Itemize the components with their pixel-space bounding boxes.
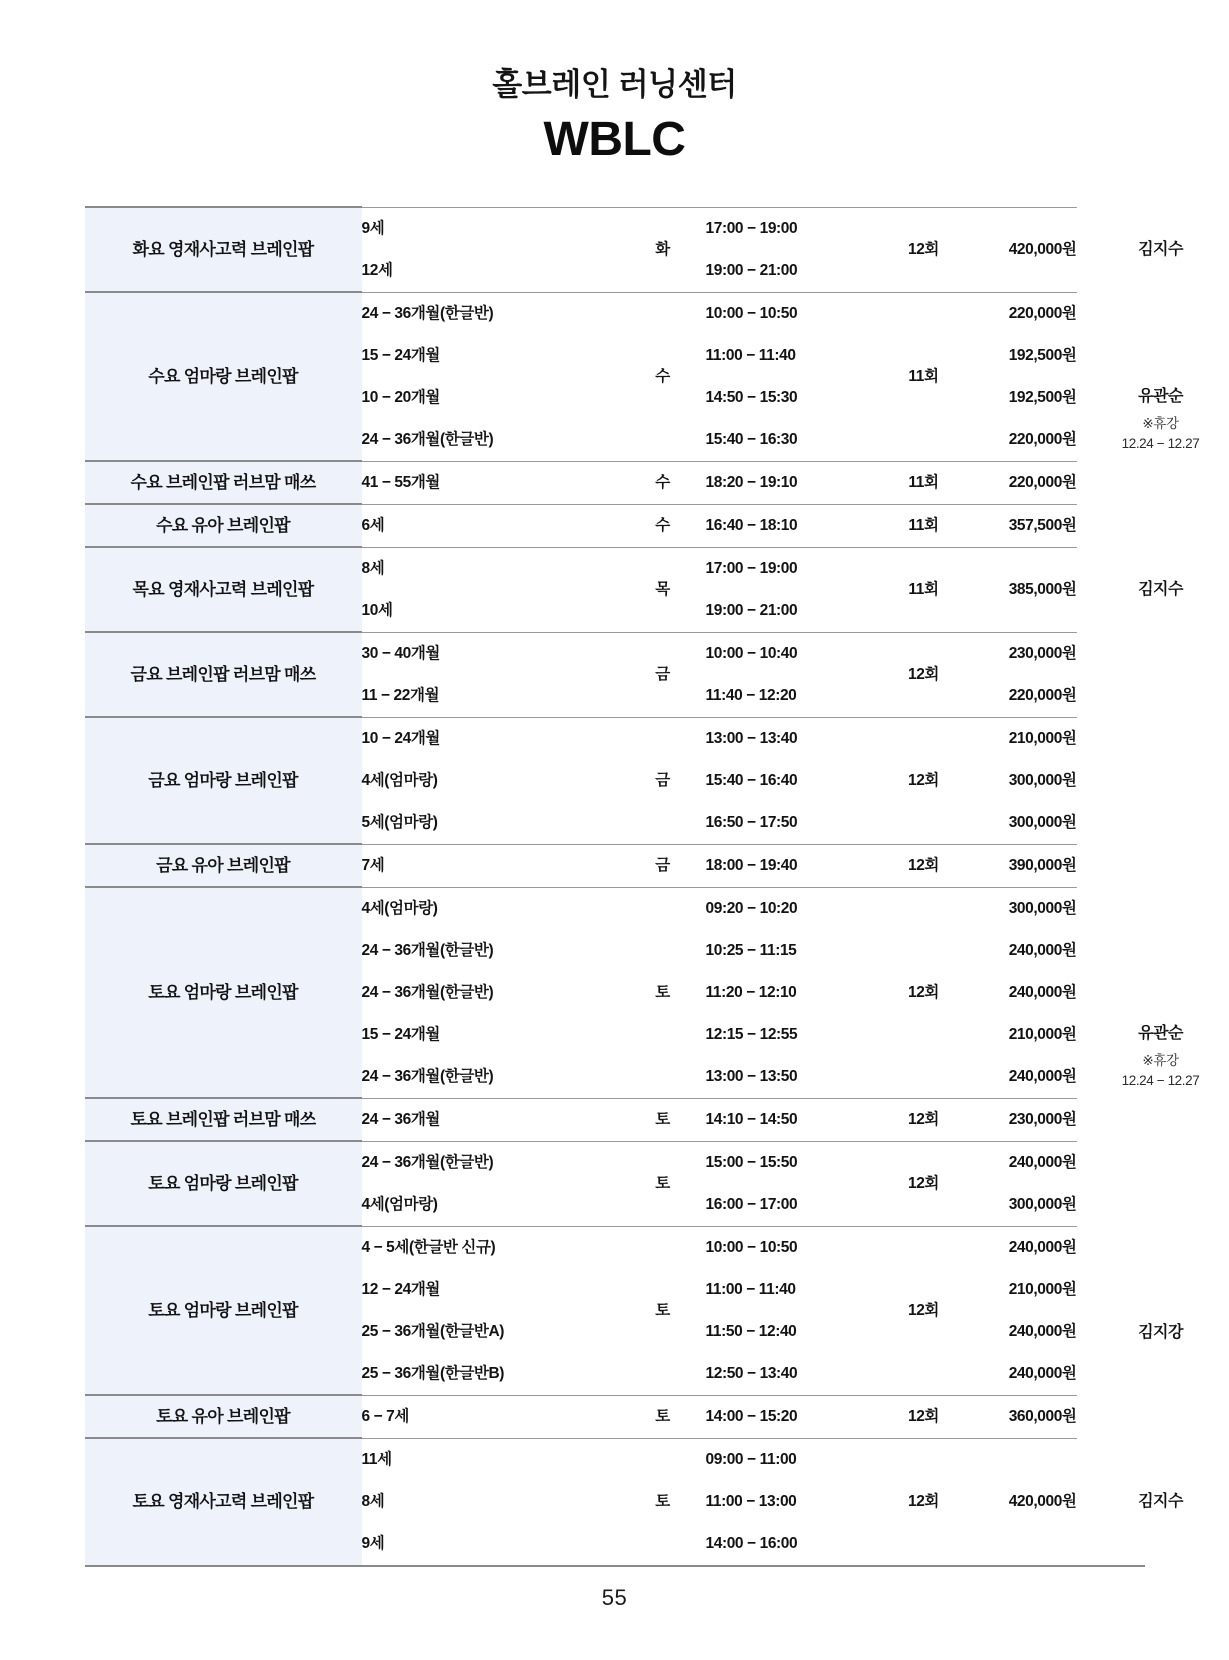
price-cell [967,1395,1077,1438]
age-group-cell-line: 12 − 24개월 [361,1280,440,1298]
age-group-cell [362,1098,620,1141]
price-cell-line: 220,000원 [1008,304,1077,322]
table-row [85,292,1229,461]
time-cell [706,844,881,887]
price-cell-line: 220,000원 [1008,430,1077,448]
time-cell-line: 18:00 − 19:40 [705,856,798,874]
price-cell-line: 240,000원 [1008,1364,1077,1382]
price-cell-line: 360,000원 [1008,1407,1077,1425]
price-cell-line: 210,000원 [1008,729,1077,747]
session-count-cell: 12회 [881,1438,967,1565]
session-count-cell: 11회 [881,461,967,504]
teacher-cell [1077,1226,1229,1438]
day-cell: 수 [620,292,706,461]
time-cell-line: 11:00 − 13:00 [705,1492,797,1510]
schedule-table-body [85,207,1229,1565]
day-cell: 목 [620,547,706,632]
teacher-cell [1077,632,1229,887]
price-cell [967,207,1077,292]
teacher-cell [1077,1438,1229,1565]
age-group-cell-line: 41 − 55개월 [361,473,440,491]
teacher-name: 김지수 [1138,1493,1183,1510]
teacher-name: 유관순 [1138,1025,1183,1042]
time-cell [706,547,881,632]
table-row [85,717,1229,844]
age-group-cell-line: 6 − 7세 [361,1407,409,1425]
price-cell-line: 210,000원 [1008,1025,1077,1043]
price-cell [967,504,1077,547]
age-group-cell-line: 12세 [361,261,393,279]
cancellation-dates: 12.24 − 12.27 [1121,436,1200,452]
table-row [85,844,1229,887]
time-cell-line: 14:00 − 15:20 [705,1407,798,1425]
day-cell: 금 [620,717,706,844]
time-cell-line: 11:00 − 11:40 [705,346,796,364]
teacher-name: 김지강 [1138,1323,1183,1341]
age-group-cell [362,844,620,887]
teacher-with-note [1077,1022,1229,1092]
age-group-cell-line: 25 − 36개월(한글반A) [361,1322,505,1340]
age-group-cell [362,887,620,1098]
price-cell-line: 240,000원 [1008,983,1077,1001]
price-cell-line: 240,000원 [1008,941,1077,959]
time-cell-line: 11:50 − 12:40 [705,1322,797,1340]
page-number: 55 [601,1585,628,1610]
day-cell: 화 [620,207,706,292]
price-cell [967,1438,1077,1565]
table-row [85,1438,1229,1565]
teacher-name: 김지수 [1138,241,1183,259]
age-group-cell-line: 10세 [361,601,393,619]
price-cell [967,717,1077,844]
teacher-cell [1077,887,1229,1226]
age-group-cell-line: 24 − 36개월(한글반) [361,941,494,959]
price-cell-line: 220,000원 [1008,686,1077,704]
class-name-cell: 토요 엄마랑 브레인팝 [85,1226,362,1395]
brand-name-english: WBLC [543,112,686,166]
price-cell-line: 357,500원 [1008,516,1077,534]
age-group-cell-line: 6세 [361,516,385,534]
session-count-cell: 12회 [881,844,967,887]
age-group-cell-line: 24 − 36개월(한글반) [361,430,494,448]
time-cell [706,207,881,292]
class-name-cell: 목요 영재사고력 브레인팝 [85,547,362,632]
time-cell-line: 14:10 − 14:50 [705,1110,798,1128]
time-cell-line: 17:00 − 19:00 [705,559,798,577]
day-cell: 토 [620,1141,706,1226]
table-row [85,1098,1229,1141]
time-cell-line: 10:00 − 10:50 [705,304,798,322]
time-cell-line: 12:50 − 13:40 [705,1364,798,1382]
time-cell-line: 15:40 − 16:30 [705,430,798,448]
time-cell [706,1395,881,1438]
time-cell [706,717,881,844]
age-group-cell [362,547,620,632]
teacher-cell [1077,207,1229,292]
day-cell: 토 [620,1438,706,1565]
age-group-cell [362,207,620,292]
age-group-cell-line: 4세(엄마랑) [361,1195,438,1213]
price-cell-line: 300,000원 [1008,771,1077,789]
table-row [85,1141,1229,1226]
time-cell-line: 15:40 − 16:40 [705,771,798,789]
price-cell-line: 300,000원 [1008,899,1077,917]
age-group-cell-line: 24 − 36개월 [361,1110,440,1128]
class-name-cell: 토요 엄마랑 브레인팝 [85,887,362,1098]
price-cell [967,1141,1077,1226]
time-cell-line: 13:00 − 13:50 [705,1067,798,1085]
time-cell-line: 09:20 − 10:20 [705,899,798,917]
class-cancellation-note [1122,1051,1200,1092]
class-cancellation-note [1122,414,1200,455]
time-cell-line: 17:00 − 19:00 [705,219,798,237]
class-name-cell: 금요 유아 브레인팝 [85,844,362,887]
age-group-cell [362,504,620,547]
price-cell-line: 240,000원 [1008,1322,1077,1340]
price-cell-line: 385,000원 [1008,580,1077,598]
age-group-cell-line: 24 − 36개월(한글반) [361,1153,494,1171]
age-group-cell-line: 10 − 24개월 [361,729,440,747]
teacher-name: 김지수 [1138,581,1183,599]
table-row [85,547,1229,632]
time-cell-line: 10:00 − 10:50 [705,1238,798,1256]
time-cell-line: 15:00 − 15:50 [705,1153,798,1171]
session-count-cell: 12회 [881,632,967,717]
price-cell [967,547,1077,632]
class-name-cell: 토요 엄마랑 브레인팝 [85,1141,362,1226]
class-name-cell: 금요 엄마랑 브레인팝 [85,717,362,844]
age-group-cell-line: 8세 [361,1492,385,1510]
age-group-cell [362,717,620,844]
class-name-cell: 토요 브레인팝 러브맘 매쓰 [85,1098,362,1141]
time-cell [706,1098,881,1141]
session-count-cell: 12회 [881,1098,967,1141]
table-row [85,1226,1229,1395]
price-cell-line: 230,000원 [1008,1110,1077,1128]
price-cell-line: 390,000원 [1008,856,1077,874]
time-cell-line: 11:40 − 12:20 [705,686,797,704]
price-cell-line: 210,000원 [1008,1280,1077,1298]
day-cell: 금 [620,844,706,887]
age-group-cell-line: 4 − 5세(한글반 신규) [361,1238,496,1256]
time-cell [706,887,881,1098]
age-group-cell-line: 4세(엄마랑) [361,899,438,917]
time-cell [706,1226,881,1395]
time-cell-line: 19:00 − 21:00 [705,261,798,279]
price-cell-line: 300,000원 [1008,813,1077,831]
teacher-name: 유관순 [1138,388,1183,405]
day-cell: 토 [620,1226,706,1395]
age-group-cell [362,1438,620,1565]
day-cell: 토 [620,1098,706,1141]
session-count-cell: 12회 [881,1226,967,1395]
time-cell-line: 11:20 − 12:10 [705,983,797,1001]
price-cell [967,292,1077,461]
day-cell: 수 [620,461,706,504]
table-bottom-rule [85,1565,1145,1567]
price-cell-line: 420,000원 [1008,240,1077,258]
time-cell-line: 18:20 − 19:10 [705,473,798,491]
class-name-cell: 수요 엄마랑 브레인팝 [85,292,362,461]
age-group-cell-line: 15 − 24개월 [361,346,440,364]
class-name-cell: 토요 영재사고력 브레인팝 [85,1438,362,1565]
table-row [85,461,1229,504]
table-row [85,887,1229,1098]
session-count-cell: 11회 [881,547,967,632]
time-cell-line: 16:40 − 18:10 [705,516,798,534]
price-cell-line: 240,000원 [1008,1067,1077,1085]
age-group-cell-line: 7세 [361,856,385,874]
time-cell-line: 16:00 − 17:00 [705,1195,798,1213]
age-group-cell-line: 24 − 36개월(한글반) [361,983,494,1001]
age-group-cell-line: 25 − 36개월(한글반B) [361,1364,505,1382]
age-group-cell-line: 24 − 36개월(한글반) [361,304,494,322]
price-cell-line: 420,000원 [1008,1492,1077,1510]
age-group-cell [362,292,620,461]
age-group-cell-line: 8세 [361,559,385,577]
time-cell [706,292,881,461]
age-group-cell [362,632,620,717]
price-cell [967,844,1077,887]
table-row [85,1395,1229,1438]
teacher-cell [1077,292,1229,547]
cancellation-label: ※휴강 [1142,1053,1179,1069]
day-cell: 수 [620,504,706,547]
time-cell-line: 16:50 − 17:50 [705,813,798,831]
time-cell-line: 14:50 − 15:30 [705,388,798,406]
age-group-cell [362,1395,620,1438]
page-header [0,0,1229,168]
age-group-cell [362,461,620,504]
price-cell-line: 230,000원 [1008,644,1077,662]
class-schedule-table [85,206,1229,1565]
table-row [85,207,1229,292]
brand-name-korean: 홀브레인 러닝센터 [492,67,737,102]
age-group-cell-line: 4세(엄마랑) [361,771,438,789]
age-group-cell-line: 9세 [361,1534,385,1552]
age-group-cell-line: 9세 [361,219,385,237]
cancellation-dates: 12.24 − 12.27 [1121,1073,1200,1089]
session-count-cell: 12회 [881,1141,967,1226]
age-group-cell-line: 24 − 36개월(한글반) [361,1067,494,1085]
price-cell [967,461,1077,504]
age-group-cell-line: 11세 [361,1450,392,1468]
time-cell [706,1141,881,1226]
day-cell: 토 [620,1395,706,1438]
time-cell-line: 10:25 − 11:15 [705,941,797,959]
price-cell-line: 240,000원 [1008,1153,1077,1171]
session-count-cell: 11회 [881,292,967,461]
price-cell-line: 300,000원 [1008,1195,1077,1213]
class-name-cell: 토요 유아 브레인팝 [85,1395,362,1438]
class-name-cell: 수요 브레인팝 러브맘 매쓰 [85,461,362,504]
teacher-cell [1077,547,1229,632]
price-cell-line: 220,000원 [1008,473,1077,491]
age-group-cell-line: 11 − 22개월 [361,686,440,704]
time-cell-line: 10:00 − 10:40 [705,644,798,662]
price-cell-line: 240,000원 [1008,1238,1077,1256]
session-count-cell: 12회 [881,207,967,292]
table-row [85,632,1229,717]
price-cell [967,887,1077,1098]
age-group-cell-line: 30 − 40개월 [361,644,440,662]
session-count-cell: 12회 [881,717,967,844]
table-row [85,504,1229,547]
time-cell [706,504,881,547]
day-cell: 금 [620,632,706,717]
time-cell [706,1438,881,1565]
time-cell-line: 09:00 − 11:00 [705,1450,797,1468]
age-group-cell-line: 5세(엄마랑) [361,813,438,831]
session-count-cell: 12회 [881,1395,967,1438]
price-cell [967,1226,1077,1395]
time-cell-line: 19:00 − 21:00 [705,601,798,619]
price-cell [967,1098,1077,1141]
price-cell-line: 192,500원 [1008,388,1077,406]
time-cell-line: 11:00 − 11:40 [705,1280,796,1298]
age-group-cell [362,1141,620,1226]
price-cell [967,632,1077,717]
day-cell: 토 [620,887,706,1098]
schedule-sheet [85,206,1200,1567]
class-name-cell: 금요 브레인팝 러브맘 매쓰 [85,632,362,717]
time-cell [706,632,881,717]
age-group-cell [362,1226,620,1395]
class-name-cell: 수요 유아 브레인팝 [85,504,362,547]
class-name-cell: 화요 영재사고력 브레인팝 [85,207,362,292]
session-count-cell: 12회 [881,887,967,1098]
session-count-cell: 11회 [881,504,967,547]
age-group-cell-line: 15 − 24개월 [361,1025,440,1043]
time-cell-line: 14:00 − 16:00 [705,1534,798,1552]
time-cell [706,461,881,504]
cancellation-label: ※휴강 [1142,416,1179,432]
age-group-cell-line: 10 − 20개월 [361,388,440,406]
time-cell-line: 12:15 − 12:55 [705,1025,798,1043]
teacher-with-note [1077,385,1229,455]
time-cell-line: 13:00 − 13:40 [705,729,798,747]
price-cell-line: 192,500원 [1008,346,1077,364]
